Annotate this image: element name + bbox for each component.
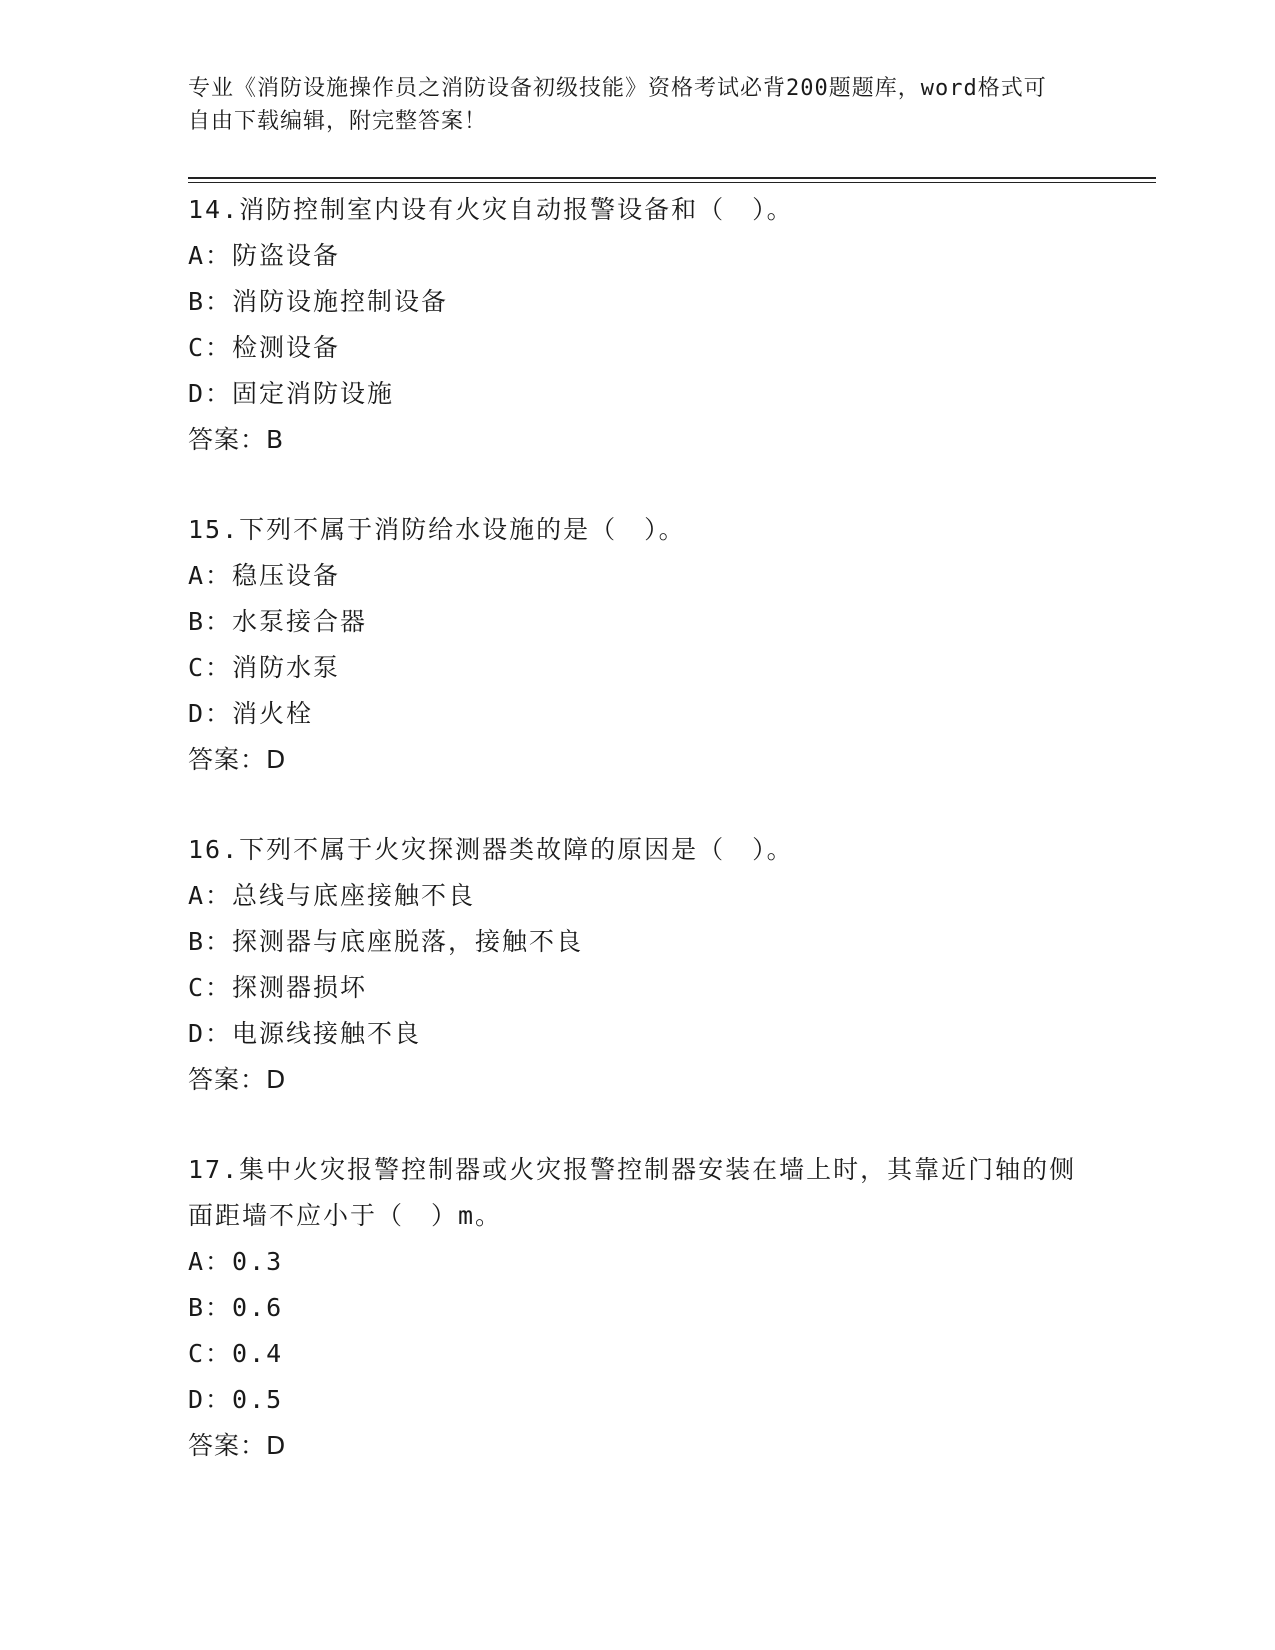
- question-17: [188, 1147, 1088, 1469]
- option-d: D：电源线接触不良: [188, 1019, 422, 1048]
- question-16: [188, 827, 1088, 1103]
- option-b: B：探测器与底座脱落，接触不良: [188, 927, 584, 956]
- option-c: C：探测器损坏: [188, 973, 368, 1002]
- question-text: 15.下列不属于消防给水设施的是（ ）。: [188, 515, 686, 544]
- option-b: B：0.6: [188, 1293, 284, 1322]
- header-divider-thick: [188, 177, 1156, 179]
- option-d: D：固定消防设施: [188, 379, 395, 408]
- option-c: C：0.4: [188, 1339, 284, 1368]
- option-b: B：水泵接合器: [188, 607, 368, 636]
- answer-line: 答案：D: [188, 745, 287, 774]
- document-header: 专业《消防设施操作员之消防设备初级技能》资格考试必背200题题库，word格式可自由下载编辑，附完整答案！: [188, 76, 1047, 134]
- question-14: [188, 187, 1088, 463]
- question-15: [188, 507, 1088, 783]
- option-a: A：防盗设备: [188, 241, 341, 270]
- answer-line: 答案：D: [188, 1065, 287, 1094]
- option-a: A：稳压设备: [188, 561, 341, 590]
- question-text: 14.消防控制室内设有火灾自动报警设备和（ ）。: [188, 195, 794, 224]
- option-d: D：消火栓: [188, 699, 314, 728]
- option-c: C：检测设备: [188, 333, 341, 362]
- answer-line: 答案：B: [188, 425, 285, 454]
- option-a: A：总线与底座接触不良: [188, 881, 476, 910]
- option-c: C：消防水泵: [188, 653, 341, 682]
- question-text: 17.集中火灾报警控制器或火灾报警控制器安装在墙上时，其靠近门轴的侧面距墙不应小于（ ）m。: [188, 1155, 1077, 1230]
- option-a: A：0.3: [188, 1247, 284, 1276]
- answer-line: 答案：D: [188, 1431, 287, 1460]
- header-divider-thin: [188, 182, 1156, 183]
- option-d: D：0.5: [188, 1385, 284, 1414]
- question-text: 16.下列不属于火灾探测器类故障的原因是（ ）。: [188, 835, 794, 864]
- option-b: B：消防设施控制设备: [188, 287, 449, 316]
